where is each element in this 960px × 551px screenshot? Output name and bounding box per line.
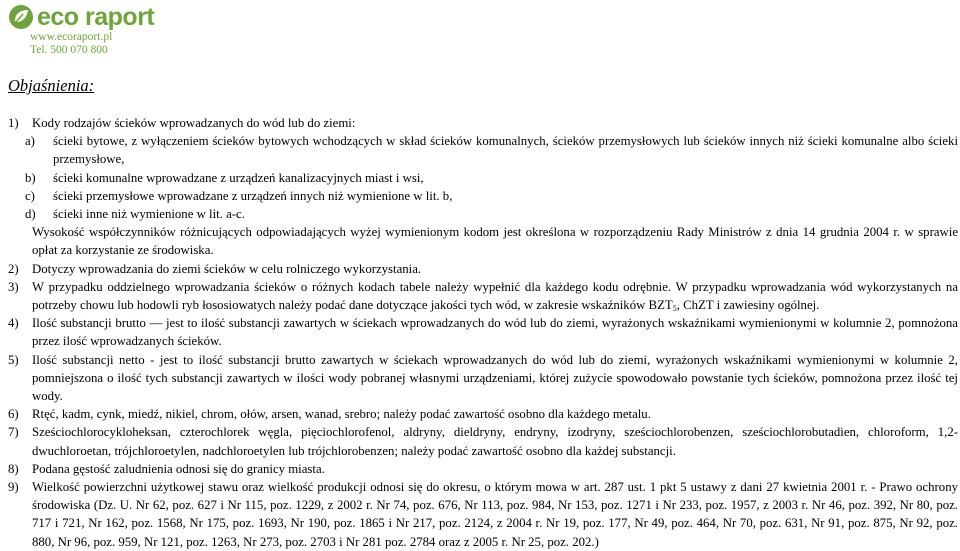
note-text-part: W przypadku oddzielnego wprowadzania ścieków o różnych kodach tabele należy wypełnić dla każdego kodu odrębnie. W przypadku wprowadzania wód wykorzystanych na potrzeby chowu lub hodowli ryb łososiowatych należy podać dane dotyczące jakości tych wód, w zakresie wskaźników BZT [32,279,958,313]
note-subitem [8,132,958,168]
subscript: 5 [672,304,677,314]
note-text: Rtęć, kadm, cynk, miedź, nikiel, chrom, ołów, arsen, wanad, srebro; należy podać zawartość osobno dla każdego metalu. [32,407,651,422]
note-text: Wielkość powierzchni użytkowej stawu oraz wielkość produkcji odnosi się do okresu, o którym mowa w art. 287 ust. 1 pkt 5 ustawy z dani 27 kwietnia 2001 r. - Prawo ochrony środowiska (Dz. U. Nr 62, poz. 627 i Nr 115, poz. 1229, z 2002 r. Nr 74, poz. 676, Nr 113, poz. 984, Nr 153, poz. 1271 i Nr 233, poz. 1957, z 2003 r. Nr 46, poz. 392, Nr 80, poz. 717 i 721, Nr 162, poz. 1568, Nr 175, poz. 1693, Nr 190, poz. 1865 i Nr 217, poz. 2124, z 2004 r. Nr 19, poz. 177, Nr 49, poz. 464, Nr 70, poz. 631, Nr 91, poz. 875, Nr 92, poz. 880, Nr 96, poz. 959, Nr 121, poz. 1263, Nr 273, poz. 2703 i Nr 281 poz. 2784 oraz z 2005 r. Nr 25, poz. 202.) [32,480,958,549]
note-text [32,280,958,312]
note-number: 4) [8,316,19,331]
note-item [8,114,958,132]
note-text: Ilość substancji brutto — jest to ilość substancji zawartych w ściekach wprowadzanych do wód lub do ziemi, wyrażonych wskaźnikami wymienionymi w kolumnie 2, pomnożona przez ilość wprowadzanych ścieków. [32,316,958,349]
note-number: 7) [8,425,19,440]
note-number: 8) [8,461,19,476]
logo [8,2,154,32]
note-number: c) [25,188,35,203]
note-text: Wysokość współczynników różnicujących odpowiadających wyżej wymienionym kodom jest określona w rozporządzeniu Rady Ministrów z dnia 14 grudnia 2004 r. w sprawie opłat za korzystanie ze środowiska. [32,225,958,258]
note-number: a) [25,134,35,149]
note-number: b) [25,170,36,185]
note-text: ścieki przemysłowe wprowadzane z urządzeń innych niż wymienione w lit. b, [53,188,453,203]
note-item [8,423,958,459]
note-number: 3) [8,279,19,294]
notes-list [8,114,958,551]
note-number: 2) [8,261,19,276]
note-continuation [8,223,958,259]
note-text: ścieki bytowe, z wyłączeniem ścieków bytowych wchodzących w skład ścieków komunalnych, ścieków przemysłowych lub ścieków innych niż ścieki komunalne albo ścieki przemysłowe, [53,134,958,167]
note-text: ścieki komunalne wprowadzane z urządzeń kanalizacyjnych miast i wsi, [53,170,424,185]
website-link[interactable]: www.ecoraport.pl [30,31,113,43]
note-subitem [8,187,958,205]
note-item [8,278,958,314]
note-item [8,478,958,551]
note-text: Ilość substancji netto - jest to ilość substancji brutto zawartych w ściekach wprowadzanych do wód lub do ziemi, wyrażonych wskaźnikami wymienionymi w kolumnie 2, pomniejszona o ilość tych substancji zawartych w ilości wody pobranej własnymi urządzeniami, której zużycie spowodowało powstanie tych ścieków, pomnożona przez ilość tej wody. [32,352,958,404]
note-subitem [8,169,958,187]
note-number: 6) [8,407,19,422]
phone-number: Tel. 500 070 800 [30,44,108,56]
note-number: 9) [8,480,19,495]
note-text: Sześciochlorocykloheksan, czterochlorek węgla, pięciochlorofenol, aldryny, dieldryny, endryny, izodryny, sześciochlorobenzen, sześciochlorobutadien, chloroform, 1,2-dwuchloroetan, trójchloroetylen, nadchloroetylen lub trójchlorobenzen; należy podać zawartość osobno dla każdej substancji. [32,425,958,458]
note-item [8,260,958,278]
note-number: d) [25,207,36,222]
logo-text: eco raport [37,3,155,31]
note-number: 5) [8,352,19,367]
note-text: ścieki inne niż wymienione w lit. a-c. [53,207,245,222]
note-text: Kody rodzajów ścieków wprowadzanych do wód lub do ziemi: [32,116,356,130]
note-item [8,314,958,350]
note-text-part: , ChZT i zawiesiny ogólnej. [676,298,820,313]
note-item [8,460,958,478]
note-text: Dotyczy wprowadzania do ziemi ścieków w celu rolniczego wykorzystania. [32,261,422,276]
page-heading: Objaśnienia: [8,76,95,95]
note-text: Podana gęstość zaludnienia odnosi się do granicy miasta. [32,461,325,476]
note-item [8,351,958,406]
note-item [8,405,958,423]
eco-leaf-logo-icon [8,4,34,30]
note-number: 1) [8,116,19,130]
note-subitem [8,205,958,223]
